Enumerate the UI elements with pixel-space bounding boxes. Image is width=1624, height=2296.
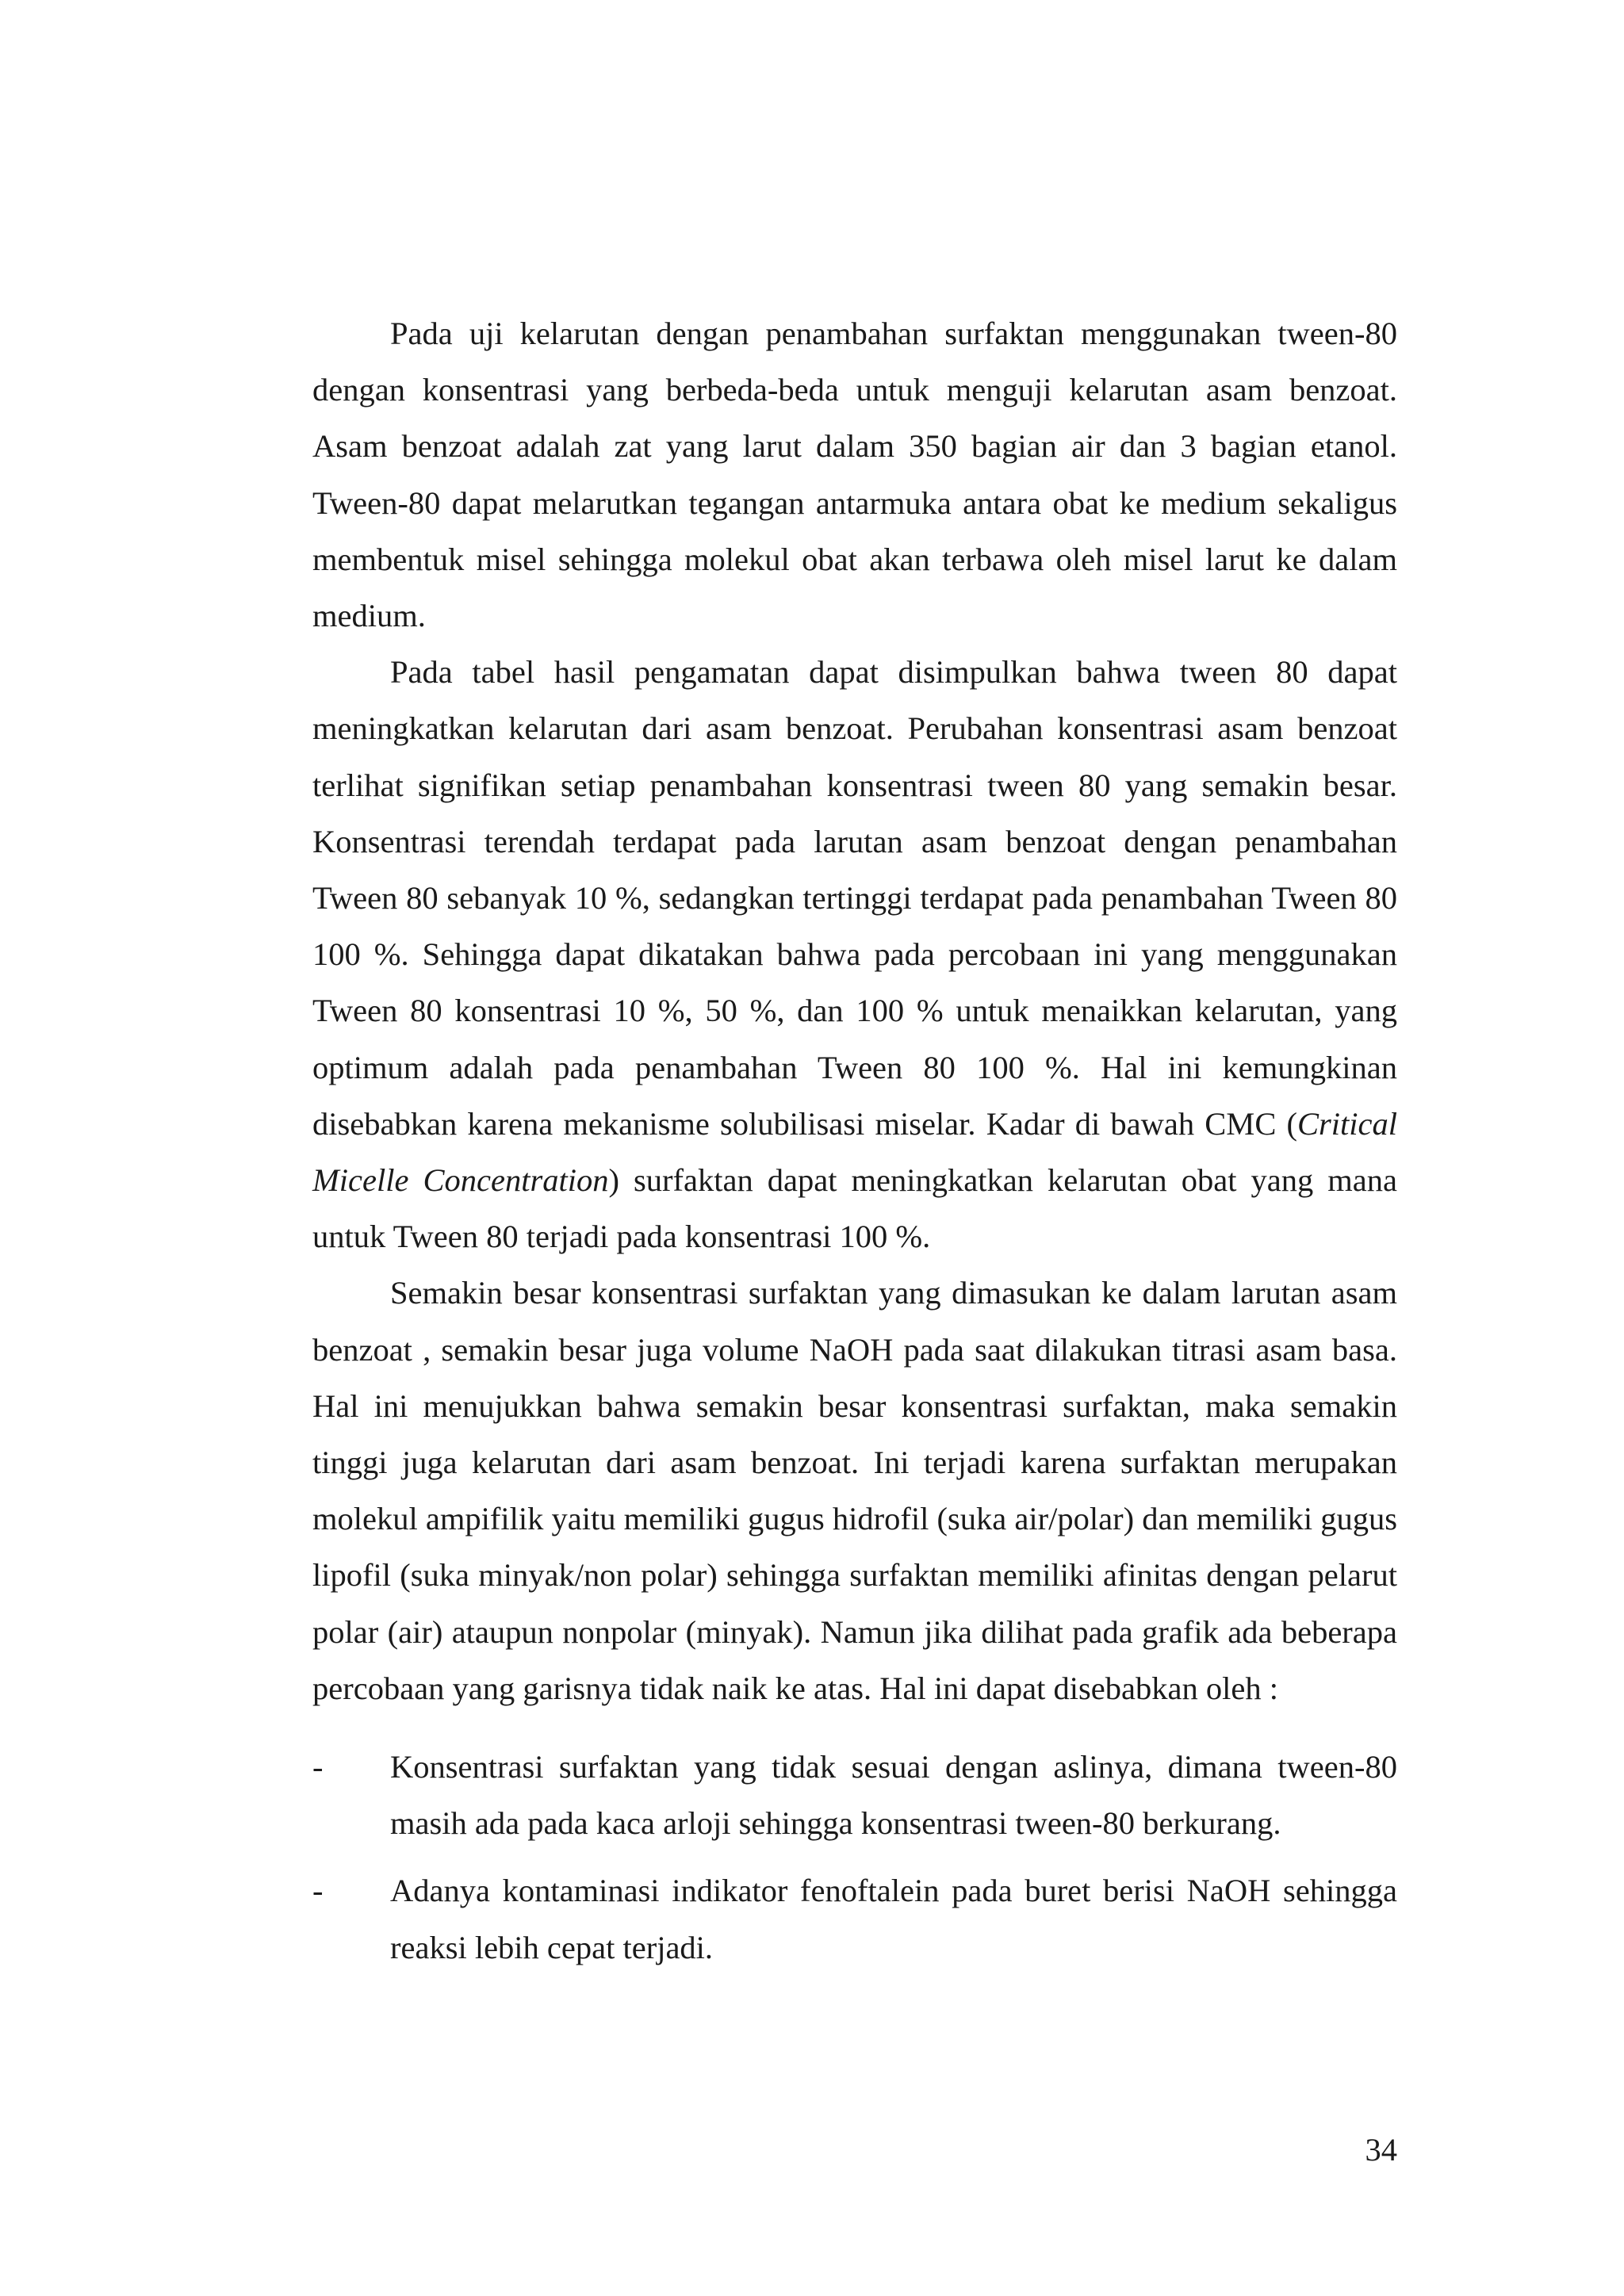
paragraph-3 bbox=[312, 1265, 1397, 1716]
paragraph-2-text: Pada tabel hasil pengamatan dapat disimpulkan bahwa tween 80 dapat meningkatkan kelarutan dari asam benzoat. Perubahan konsentrasi asam benzoat terlihat signifikan setiap penambahan konsentrasi tween 80 yang semakin besar. Konsentrasi terendah terdapat pada larutan asam benzoat dengan penambahan Tween 80 sebanyak 10 %, sedangkan tertinggi terdapat pada penambahan Tween 80 100 %. Sehingga dapat dikatakan bahwa pada percobaan ini yang menggunakan Tween 80 konsentrasi 10 %, 50 %, dan 100 % untuk menaikkan kelarutan, yang optimum adalah pada penambahan Tween 80 100 %. Hal ini kemungkinan disebabkan karena mekanisme solubilisasi miselar. Kadar di bawah CMC ( bbox=[312, 654, 1397, 1142]
list-marker: - bbox=[312, 1749, 324, 1785]
cause-list bbox=[312, 1739, 1397, 1976]
list-item bbox=[312, 1739, 1397, 1851]
list-marker: - bbox=[312, 1873, 324, 1909]
paragraph-3-text: Semakin besar konsentrasi surfaktan yang dimasukan ke dalam larutan asam benzoat , semakin besar juga volume NaOH pada saat dilakukan titrasi asam basa. Hal ini menujukkan bahwa semakin besar konsentrasi surfaktan, maka semakin tinggi juga kelarutan dari asam benzoat. Ini terjadi karena surfaktan merupakan molekul ampifilik yaitu memiliki gugus hidrofil (suka air/polar) dan memiliki gugus lipofil (suka minyak/non polar) sehingga surfaktan memiliki afinitas dengan pelarut polar (air) ataupun nonpolar (minyak). Namun jika dilihat pada grafik ada beberapa percobaan yang garisnya tidak naik ke atas. Hal ini dapat disebabkan oleh : bbox=[312, 1275, 1397, 1706]
body-text bbox=[312, 305, 1397, 1987]
list-item-text: Adanya kontaminasi indikator fenoftalein pada buret berisi NaOH sehingga reaksi lebih cepat terjadi. bbox=[390, 1873, 1397, 1965]
paragraph-2 bbox=[312, 644, 1397, 1265]
list-item-text: Konsentrasi surfaktan yang tidak sesuai dengan aslinya, dimana tween-80 masih ada pada kaca arloji sehingga konsentrasi tween-80 berkurang. bbox=[390, 1749, 1397, 1842]
cmc-term: Critical Micelle Concentration bbox=[312, 1105, 1397, 1199]
paragraph-2-text-after: ) surfaktan dapat meningkatkan kelarutan obat yang mana untuk Tween 80 terjadi pada konsentrasi 100 %. bbox=[312, 1162, 1398, 1255]
paragraph-1 bbox=[312, 305, 1397, 644]
list-item bbox=[312, 1862, 1397, 1975]
paragraph-1-text: Pada uji kelarutan dengan penambahan surfaktan menggunakan tween-80 dengan konsentrasi yang berbeda-beda untuk menguji kelarutan asam benzoat. Asam benzoat adalah zat yang larut dalam 350 bagian air dan 3 bagian etanol. Tween-80 dapat melarutkan tegangan antarmuka antara obat ke medium sekaligus membentuk misel sehingga molekul obat akan terbawa oleh misel larut ke dalam medium. bbox=[312, 316, 1397, 634]
page-number: 34 bbox=[1365, 2132, 1397, 2168]
